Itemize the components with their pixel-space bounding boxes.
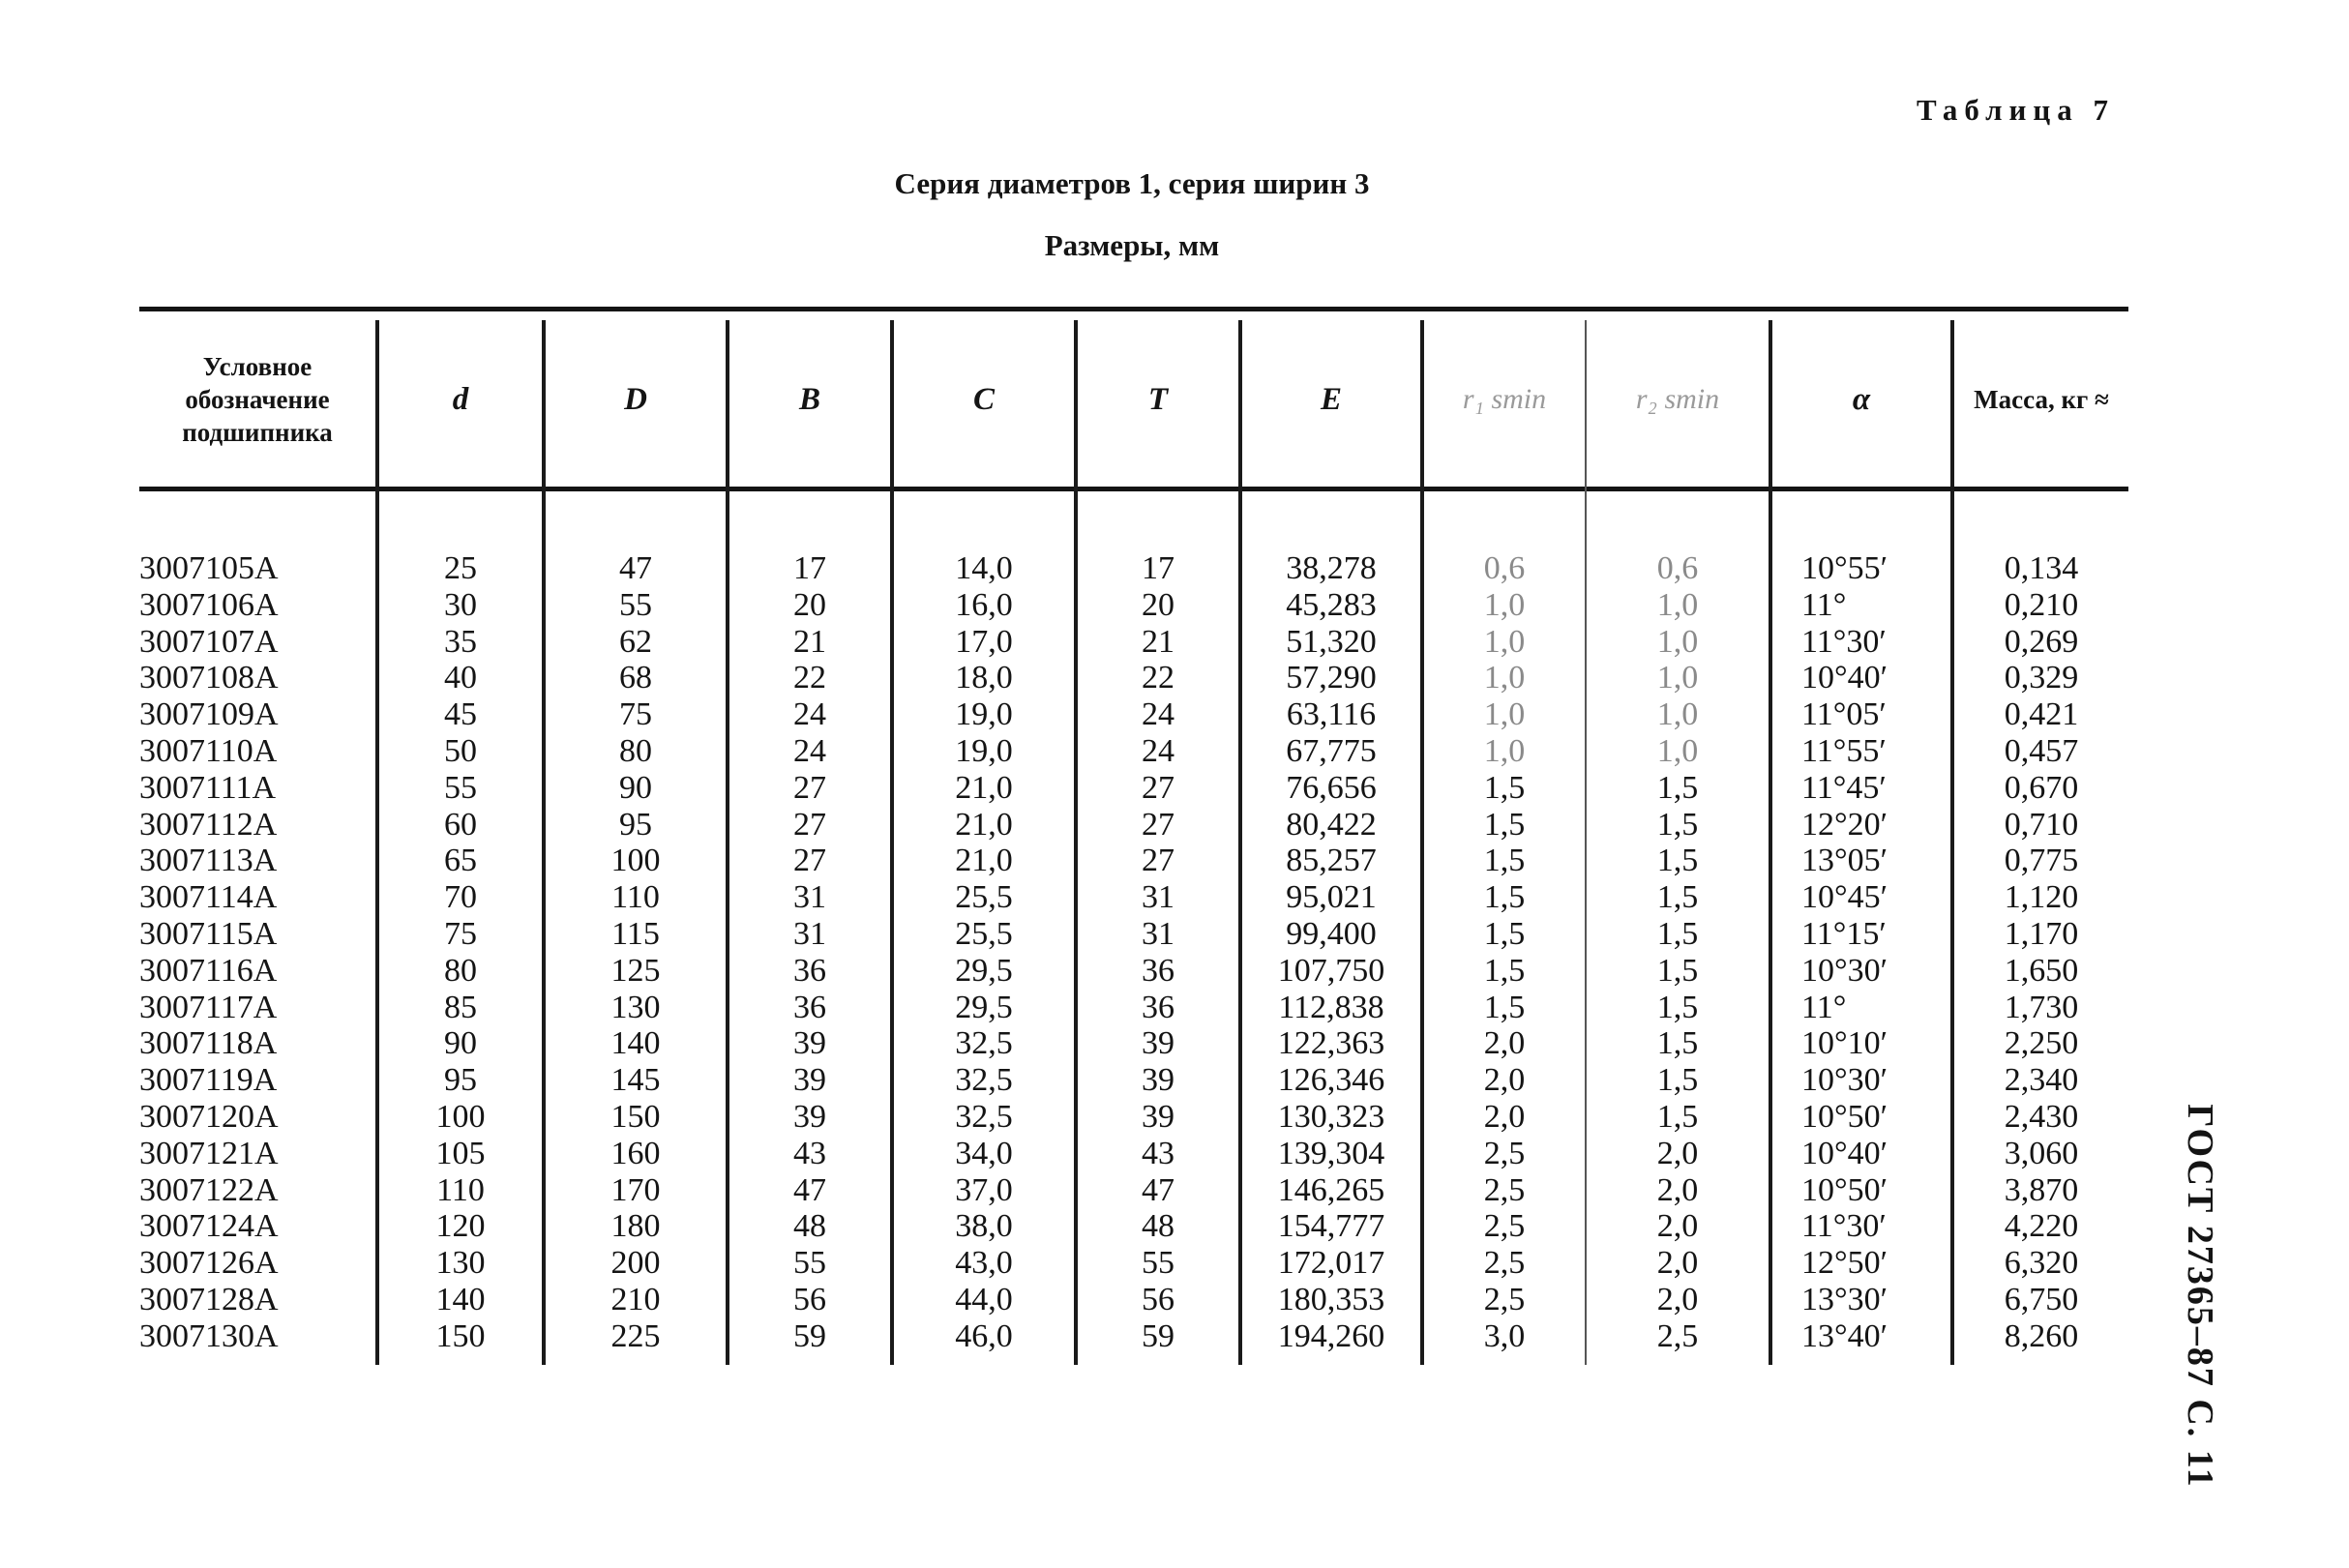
cell-B: 31 (793, 879, 826, 916)
cell-designation: 3007124A (139, 1208, 279, 1245)
table-row (139, 843, 2128, 879)
cell-E: 194,260 (1277, 1317, 1385, 1354)
cell-E: 180,353 (1277, 1281, 1385, 1317)
cell-T: 36 (1142, 952, 1174, 989)
table-row (139, 1062, 2128, 1099)
header-mass: Масса, кг ≈ (1974, 385, 2109, 414)
cell-T: 39 (1142, 1062, 1174, 1099)
cell-r1smin: 1,5 (1483, 879, 1526, 916)
cell-r2smin: 1,5 (1656, 879, 1699, 916)
cell-d: 90 (444, 1025, 477, 1062)
cell-r2smin: 1,5 (1656, 915, 1699, 952)
cell-alpha: 11°30′ (1801, 623, 1887, 660)
cell-alpha: 12°20′ (1801, 806, 1888, 843)
cell-D: 80 (619, 732, 652, 769)
cell-T: 27 (1142, 843, 1174, 879)
cell-designation: 3007126A (139, 1245, 279, 1282)
table-row (139, 770, 2128, 807)
cell-r1smin: 1,5 (1483, 989, 1526, 1025)
cell-alpha: 10°45′ (1801, 879, 1888, 916)
cell-E: 85,257 (1286, 843, 1377, 879)
cell-designation: 3007114A (139, 879, 278, 916)
cell-designation: 3007110A (139, 732, 278, 769)
cell-T: 48 (1142, 1208, 1174, 1245)
table-row (139, 1136, 2128, 1172)
cell-d: 55 (444, 769, 477, 806)
header-C: C (972, 381, 995, 417)
cell-B: 39 (793, 1025, 826, 1062)
cell-E: 122,363 (1277, 1025, 1385, 1062)
header-bearing-designation: Условное обозначение подшипника (182, 352, 333, 447)
cell-D: 75 (619, 696, 652, 733)
cell-C: 46,0 (955, 1317, 1013, 1354)
cell-r1smin: 2,0 (1483, 1098, 1526, 1135)
cell-C: 32,5 (955, 1025, 1013, 1062)
cell-mass: 0,210 (2004, 586, 2079, 623)
table-row (139, 1025, 2128, 1062)
table-row (139, 990, 2128, 1026)
cell-r1smin: 2,5 (1483, 1245, 1526, 1282)
cell-B: 39 (793, 1098, 826, 1135)
cell-alpha: 11°15′ (1801, 915, 1887, 952)
cell-E: 76,656 (1286, 769, 1377, 806)
cell-r2smin: 1,0 (1656, 696, 1699, 733)
cell-alpha: 10°10′ (1801, 1025, 1888, 1062)
cell-alpha: 13°40′ (1801, 1317, 1888, 1354)
cell-designation: 3007119A (139, 1062, 278, 1099)
cell-designation: 3007118A (139, 1025, 278, 1062)
cell-alpha: 11° (1801, 586, 1847, 623)
cell-T: 39 (1142, 1025, 1174, 1062)
cell-d: 85 (444, 989, 477, 1025)
cell-T: 31 (1142, 879, 1174, 916)
cell-alpha: 11° (1801, 989, 1847, 1025)
cell-T: 31 (1142, 915, 1174, 952)
cell-E: 80,422 (1286, 806, 1377, 843)
cell-T: 56 (1142, 1281, 1174, 1317)
cell-mass: 0,329 (2004, 660, 2079, 696)
cell-d: 25 (444, 550, 477, 586)
cell-C: 19,0 (955, 696, 1013, 733)
table-row (139, 1245, 2128, 1282)
cell-B: 47 (793, 1171, 826, 1208)
cell-B: 36 (793, 952, 826, 989)
cell-d: 100 (435, 1098, 486, 1135)
table-row (139, 624, 2128, 661)
cell-mass: 3,870 (2004, 1171, 2079, 1208)
cell-mass: 0,775 (2004, 843, 2079, 879)
cell-T: 47 (1142, 1171, 1174, 1208)
cell-T: 17 (1142, 550, 1174, 586)
cell-C: 17,0 (955, 623, 1013, 660)
cell-mass: 0,134 (2004, 550, 2079, 586)
standard-page-reference-text: ГОСТ 27365–87 С. 11 (2180, 1104, 2220, 1489)
cell-d: 35 (444, 623, 477, 660)
cell-C: 25,5 (955, 879, 1013, 916)
cell-D: 225 (610, 1317, 661, 1354)
cell-C: 25,5 (955, 915, 1013, 952)
cell-alpha: 11°55′ (1801, 732, 1887, 769)
cell-D: 62 (619, 623, 652, 660)
cell-mass: 6,750 (2004, 1281, 2079, 1317)
cell-r1smin: 2,5 (1483, 1171, 1526, 1208)
cell-alpha: 10°50′ (1801, 1098, 1888, 1135)
cell-r2smin: 2,0 (1656, 1281, 1699, 1317)
table-row (139, 1318, 2128, 1355)
cell-r2smin: 1,5 (1656, 1025, 1699, 1062)
cell-designation: 3007120A (139, 1098, 279, 1135)
table-row (139, 953, 2128, 990)
cell-d: 130 (435, 1245, 486, 1282)
cell-r1smin: 1,0 (1483, 623, 1526, 660)
cell-B: 39 (793, 1062, 826, 1099)
cell-D: 140 (610, 1025, 661, 1062)
cell-alpha: 13°05′ (1801, 843, 1888, 879)
cell-mass: 4,220 (2004, 1208, 2079, 1245)
cell-C: 18,0 (955, 660, 1013, 696)
cell-B: 48 (793, 1208, 826, 1245)
cell-designation: 3007130A (139, 1317, 279, 1354)
table-row (139, 807, 2128, 843)
cell-D: 95 (619, 806, 652, 843)
cell-E: 130,323 (1277, 1098, 1385, 1135)
cell-d: 75 (444, 915, 477, 952)
cell-D: 68 (619, 660, 652, 696)
cell-d: 110 (436, 1171, 485, 1208)
cell-designation: 3007109A (139, 696, 279, 733)
cell-d: 65 (444, 843, 477, 879)
cell-mass: 0,710 (2004, 806, 2079, 843)
cell-D: 130 (610, 989, 661, 1025)
cell-mass: 0,670 (2004, 769, 2079, 806)
cell-E: 95,021 (1286, 879, 1377, 916)
cell-alpha: 13°30′ (1801, 1281, 1888, 1317)
header-E: E (1320, 381, 1342, 417)
cell-r1smin: 3,0 (1483, 1317, 1526, 1354)
cell-d: 50 (444, 732, 477, 769)
cell-d: 60 (444, 806, 477, 843)
cell-mass: 2,250 (2004, 1025, 2079, 1062)
cell-d: 120 (435, 1208, 486, 1245)
header-r2-smin: r₂ smin (1635, 383, 1720, 415)
cell-C: 37,0 (955, 1171, 1013, 1208)
cell-D: 110 (611, 879, 660, 916)
table-row (139, 1282, 2128, 1318)
cell-D: 125 (610, 952, 661, 989)
cell-r2smin: 1,0 (1656, 586, 1699, 623)
cell-B: 36 (793, 989, 826, 1025)
cell-T: 55 (1142, 1245, 1174, 1282)
table-header-rule (139, 487, 2128, 491)
table-row (139, 1099, 2128, 1136)
cell-E: 45,283 (1286, 586, 1377, 623)
cell-mass: 1,170 (2004, 915, 2079, 952)
cell-r1smin: 1,0 (1483, 732, 1526, 769)
cell-B: 55 (793, 1245, 826, 1282)
header-r1-smin: r₁ smin (1462, 383, 1547, 415)
cell-designation: 3007113A (139, 843, 278, 879)
cell-D: 150 (610, 1098, 661, 1135)
cell-alpha: 11°05′ (1801, 696, 1887, 733)
cell-T: 36 (1142, 989, 1174, 1025)
cell-B: 27 (793, 769, 826, 806)
cell-E: 154,777 (1277, 1208, 1385, 1245)
cell-C: 29,5 (955, 989, 1013, 1025)
table-top-rule (139, 307, 2128, 311)
cell-B: 22 (793, 660, 826, 696)
cell-r1smin: 2,5 (1483, 1281, 1526, 1317)
cell-r2smin: 2,5 (1656, 1317, 1699, 1354)
cell-mass: 0,421 (2004, 696, 2079, 733)
cell-mass: 1,120 (2004, 879, 2079, 916)
cell-designation: 3007105A (139, 550, 279, 586)
cell-E: 63,116 (1286, 696, 1377, 733)
cell-T: 27 (1142, 769, 1174, 806)
cell-B: 20 (793, 586, 826, 623)
bearing-dimensions-table (139, 307, 2128, 1365)
cell-E: 38,278 (1286, 550, 1377, 586)
cell-C: 34,0 (955, 1135, 1013, 1171)
cell-r2smin: 1,5 (1656, 769, 1699, 806)
cell-mass: 3,060 (2004, 1135, 2079, 1171)
cell-r1smin: 1,5 (1483, 769, 1526, 806)
cell-designation: 3007106A (139, 586, 279, 623)
table-row (139, 1172, 2128, 1209)
cell-mass: 1,730 (2004, 989, 2079, 1025)
table-row (139, 660, 2128, 696)
cell-C: 29,5 (955, 952, 1013, 989)
cell-alpha: 10°30′ (1801, 952, 1888, 989)
cell-r1smin: 2,5 (1483, 1208, 1526, 1245)
cell-B: 56 (793, 1281, 826, 1317)
cell-alpha: 10°40′ (1801, 1135, 1888, 1171)
cell-r2smin: 1,5 (1656, 1062, 1699, 1099)
cell-C: 19,0 (955, 732, 1013, 769)
cell-C: 21,0 (955, 769, 1013, 806)
cell-T: 21 (1142, 623, 1174, 660)
cell-B: 24 (793, 696, 826, 733)
cell-r2smin: 1,0 (1656, 660, 1699, 696)
cell-B: 27 (793, 806, 826, 843)
cell-D: 210 (610, 1281, 661, 1317)
cell-r2smin: 1,0 (1656, 732, 1699, 769)
cell-D: 170 (610, 1171, 661, 1208)
cell-mass: 2,340 (2004, 1062, 2079, 1099)
cell-r2smin: 1,0 (1656, 623, 1699, 660)
cell-mass: 1,650 (2004, 952, 2079, 989)
cell-B: 59 (793, 1317, 826, 1354)
cell-r2smin: 0,6 (1656, 550, 1699, 586)
cell-C: 21,0 (955, 843, 1013, 879)
cell-E: 112,838 (1278, 989, 1384, 1025)
cell-r1smin: 1,5 (1483, 806, 1526, 843)
cell-designation: 3007115A (139, 915, 278, 952)
cell-r1smin: 2,5 (1483, 1135, 1526, 1171)
header-D: D (624, 381, 647, 417)
cell-D: 200 (610, 1245, 661, 1282)
cell-C: 44,0 (955, 1281, 1013, 1317)
cell-r2smin: 1,5 (1656, 952, 1699, 989)
table-row (139, 550, 2128, 587)
cell-r2smin: 1,5 (1656, 989, 1699, 1025)
cell-r2smin: 2,0 (1656, 1245, 1699, 1282)
cell-T: 24 (1142, 696, 1174, 733)
table-row (139, 879, 2128, 916)
cell-E: 126,346 (1277, 1062, 1385, 1099)
header-alpha: α (1852, 381, 1871, 417)
table-row (139, 916, 2128, 953)
cell-r2smin: 2,0 (1656, 1135, 1699, 1171)
cell-d: 150 (435, 1317, 486, 1354)
cell-r1smin: 1,0 (1483, 696, 1526, 733)
table-title: Серия диаметров 1, серия ширин 3 (894, 166, 1370, 200)
cell-D: 180 (610, 1208, 661, 1245)
cell-r1smin: 2,0 (1483, 1062, 1526, 1099)
table-row (139, 733, 2128, 770)
cell-E: 67,775 (1286, 732, 1377, 769)
cell-r2smin: 1,5 (1656, 1098, 1699, 1135)
cell-d: 70 (444, 879, 477, 916)
cell-B: 17 (793, 550, 826, 586)
cell-T: 39 (1142, 1098, 1174, 1135)
header-B: B (798, 381, 820, 417)
cell-T: 24 (1142, 732, 1174, 769)
cell-mass: 0,269 (2004, 623, 2079, 660)
cell-T: 20 (1142, 586, 1174, 623)
cell-E: 107,750 (1277, 952, 1385, 989)
cell-r1smin: 1,5 (1483, 952, 1526, 989)
cell-C: 32,5 (955, 1062, 1013, 1099)
cell-r1smin: 0,6 (1483, 550, 1526, 586)
table-subtitle: Размеры, мм (1044, 228, 1220, 262)
cell-d: 45 (444, 696, 477, 733)
table-row (139, 1208, 2128, 1245)
cell-B: 43 (793, 1135, 826, 1171)
cell-d: 140 (435, 1281, 486, 1317)
cell-E: 139,304 (1277, 1135, 1385, 1171)
cell-r1smin: 1,0 (1483, 586, 1526, 623)
table-row (139, 587, 2128, 624)
cell-D: 100 (610, 843, 661, 879)
cell-r1smin: 1,5 (1483, 843, 1526, 879)
cell-B: 21 (793, 623, 826, 660)
cell-C: 16,0 (955, 586, 1013, 623)
cell-D: 55 (619, 586, 652, 623)
cell-alpha: 11°45′ (1801, 769, 1887, 806)
cell-E: 57,290 (1286, 660, 1377, 696)
cell-designation: 3007121A (139, 1135, 279, 1171)
header-d: d (452, 381, 469, 417)
cell-r2smin: 1,5 (1656, 806, 1699, 843)
table-number-label: Таблица 7 (1917, 93, 2115, 127)
cell-designation: 3007112A (139, 806, 278, 843)
cell-T: 27 (1142, 806, 1174, 843)
cell-mass: 2,430 (2004, 1098, 2079, 1135)
cell-d: 30 (444, 586, 477, 623)
cell-d: 80 (444, 952, 477, 989)
cell-E: 51,320 (1286, 623, 1377, 660)
cell-C: 14,0 (955, 550, 1013, 586)
cell-designation: 3007116A (139, 952, 278, 989)
cell-mass: 6,320 (2004, 1245, 2079, 1282)
cell-r1smin: 1,5 (1483, 915, 1526, 952)
cell-E: 146,265 (1277, 1171, 1385, 1208)
cell-alpha: 11°30′ (1801, 1208, 1887, 1245)
cell-E: 172,017 (1277, 1245, 1385, 1282)
cell-alpha: 10°55′ (1801, 550, 1888, 586)
cell-r2smin: 2,0 (1656, 1208, 1699, 1245)
cell-T: 59 (1142, 1317, 1174, 1354)
cell-designation: 3007111A (139, 769, 277, 806)
cell-d: 95 (444, 1062, 477, 1099)
cell-C: 32,5 (955, 1098, 1013, 1135)
cell-r1smin: 2,0 (1483, 1025, 1526, 1062)
cell-T: 43 (1142, 1135, 1174, 1171)
cell-D: 115 (611, 915, 660, 952)
cell-r1smin: 1,0 (1483, 660, 1526, 696)
cell-designation: 3007108A (139, 660, 279, 696)
cell-mass: 0,457 (2004, 732, 2079, 769)
cell-B: 31 (793, 915, 826, 952)
cell-B: 27 (793, 843, 826, 879)
cell-C: 38,0 (955, 1208, 1013, 1245)
cell-designation: 3007122A (139, 1171, 279, 1208)
cell-D: 160 (610, 1135, 661, 1171)
table-body (139, 550, 2128, 1355)
cell-d: 40 (444, 660, 477, 696)
cell-E: 99,400 (1286, 915, 1377, 952)
standard-page-reference (2161, 1104, 2239, 1489)
cell-alpha: 10°40′ (1801, 660, 1888, 696)
cell-C: 43,0 (955, 1245, 1013, 1282)
cell-mass: 8,260 (2004, 1317, 2079, 1354)
cell-alpha: 10°30′ (1801, 1062, 1888, 1099)
header-T: T (1147, 381, 1169, 417)
cell-C: 21,0 (955, 806, 1013, 843)
cell-B: 24 (793, 732, 826, 769)
cell-designation: 3007107A (139, 623, 279, 660)
cell-designation: 3007128A (139, 1281, 279, 1317)
cell-D: 90 (619, 769, 652, 806)
cell-r2smin: 2,0 (1656, 1171, 1699, 1208)
cell-alpha: 12°50′ (1801, 1245, 1888, 1282)
cell-r2smin: 1,5 (1656, 843, 1699, 879)
cell-alpha: 10°50′ (1801, 1171, 1888, 1208)
table-row (139, 696, 2128, 733)
cell-D: 145 (610, 1062, 661, 1099)
cell-T: 22 (1142, 660, 1174, 696)
cell-D: 47 (619, 550, 652, 586)
cell-designation: 3007117A (139, 989, 278, 1025)
cell-d: 105 (435, 1135, 486, 1171)
